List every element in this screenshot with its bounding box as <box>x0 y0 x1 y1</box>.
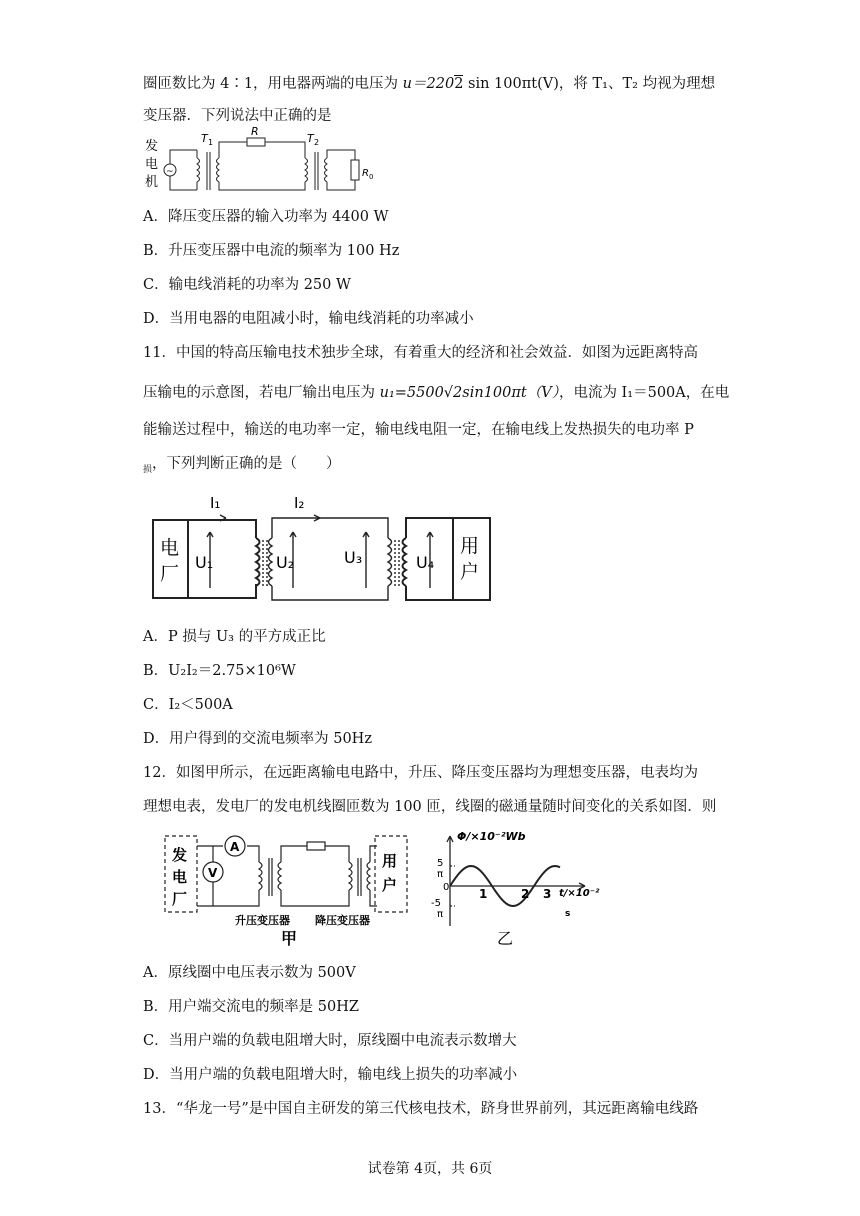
svg-text:Φ/×10⁻²Wb: Φ/×10⁻²Wb <box>457 830 526 843</box>
svg-text:A: A <box>230 840 240 854</box>
q10-option-c[interactable]: C．输电线消耗的功率为 250 W <box>143 277 351 293</box>
q10-line2: 变压器．下列说法中正确的是 <box>143 108 332 124</box>
svg-text:电: 电 <box>172 868 188 886</box>
svg-text:V: V <box>208 866 218 880</box>
q10-option-b[interactable]: B．升压变压器中电流的频率为 100 Hz <box>143 243 400 259</box>
svg-text:户: 户 <box>382 876 398 894</box>
q10-option-a[interactable]: A．降压变压器的输入功率为 4400 W <box>143 209 389 225</box>
svg-text:电: 电 <box>160 537 180 559</box>
svg-text:户: 户 <box>460 561 480 583</box>
svg-text:T: T <box>201 132 208 145</box>
q12-figure-jia <box>163 826 413 946</box>
svg-text:T: T <box>307 132 314 145</box>
svg-text:U₁: U₁ <box>195 553 214 572</box>
q13-line1: 13．“华龙一号”是中国自主研发的第三代核电技术，跻身世界前列，其远距离输电线路 <box>143 1101 699 1117</box>
svg-text:U₄: U₄ <box>416 553 435 572</box>
svg-text:R: R <box>362 168 369 179</box>
svg-text:2: 2 <box>314 138 320 147</box>
svg-text:用: 用 <box>460 535 480 557</box>
q11-option-c[interactable]: C．I₂＜500A <box>143 697 233 713</box>
svg-text:I₂: I₂ <box>294 494 305 512</box>
q12-option-a[interactable]: A．原线圈中电压表示数为 500V <box>143 965 356 981</box>
svg-text:1: 1 <box>208 138 214 147</box>
svg-text:U₂: U₂ <box>276 553 295 572</box>
q11-line2: 压输电的示意图，若电厂输出电压为 u₁=5500√2sin100πt（V），电流为 I₁＝500A，在电 <box>143 385 730 401</box>
svg-text:升压变压器: 升压变压器 <box>235 914 290 927</box>
svg-text:3: 3 <box>543 887 552 901</box>
svg-text:0: 0 <box>443 882 450 893</box>
q12-option-b[interactable]: B．用户端交流电的频率是 50HZ <box>143 999 359 1015</box>
svg-text:0: 0 <box>369 173 374 181</box>
svg-text:机: 机 <box>145 175 159 190</box>
q11-line4: $_损$，下列判断正确的是（ ） <box>143 456 341 475</box>
q12-line1: 12．如图甲所示，在远距离输电电路中，升压、降压变压器均为理想变压器，电表均为 <box>143 765 698 781</box>
svg-text:U₃: U₃ <box>344 548 363 567</box>
svg-text:1: 1 <box>479 887 488 901</box>
q10-circuit-figure <box>143 125 374 198</box>
svg-text:t/×10⁻²: t/×10⁻² <box>559 888 600 899</box>
q11-transmission-figure <box>148 488 493 610</box>
svg-text:用: 用 <box>382 852 398 870</box>
svg-text:发: 发 <box>172 846 188 864</box>
q11-option-d[interactable]: D．用户得到的交流电频率为 50Hz <box>143 731 372 747</box>
q12-option-d[interactable]: D．当用户端的负载电阻增大时，输电线上损失的功率减小 <box>143 1067 518 1083</box>
svg-text:厂: 厂 <box>172 890 188 908</box>
svg-text:5: 5 <box>437 858 444 869</box>
svg-text:~: ~ <box>166 167 174 177</box>
svg-text:2: 2 <box>521 887 530 901</box>
svg-text:降压变压器: 降压变压器 <box>315 914 370 927</box>
q12-figure-yi <box>425 826 605 948</box>
q11-line3: 能输送过程中，输送的电功率一定，输电线电阻一定，在输电线上发热损失的电功率 P <box>143 422 694 438</box>
q11-option-a[interactable]: A．P 损与 U₃ 的平方成正比 <box>143 629 326 645</box>
svg-text:I₁: I₁ <box>210 494 221 512</box>
svg-text:s: s <box>565 909 571 919</box>
svg-text:发: 发 <box>145 139 159 154</box>
svg-text:π: π <box>437 869 444 880</box>
svg-text:-5: -5 <box>431 898 441 909</box>
q12-line2: 理想电表，发电厂的发电机线圈匝数为 100 匝，线圈的磁通量随时间变化的关系如图．则 <box>143 799 717 815</box>
q10-line1: 圈匝数比为 4∶1，用电器两端的电压为 u＝2202 sin 100πt(V)，将 T₁、T₂ 均视为理想 <box>143 76 716 92</box>
svg-text:R: R <box>251 125 259 138</box>
page-footer: 试卷第 4页，共 6页 <box>367 1161 493 1177</box>
q12-option-c[interactable]: C．当用户端的负载电阻增大时，原线圈中电流表示数增大 <box>143 1033 517 1049</box>
svg-text:甲: 甲 <box>281 929 298 948</box>
svg-text:电: 电 <box>145 157 159 172</box>
svg-text:乙: 乙 <box>497 929 514 948</box>
q11-line1: 11．中国的特高压输电技术独步全球，有着重大的经济和社会效益．如图为远距离特高 <box>143 345 698 361</box>
q11-option-b[interactable]: B．U₂I₂＝2.75×10⁶W <box>143 663 296 679</box>
q10-option-d[interactable]: D．当用电器的电阻减小时，输电线消耗的功率减小 <box>143 311 474 327</box>
svg-text:π: π <box>437 909 444 920</box>
svg-text:厂: 厂 <box>160 563 180 585</box>
